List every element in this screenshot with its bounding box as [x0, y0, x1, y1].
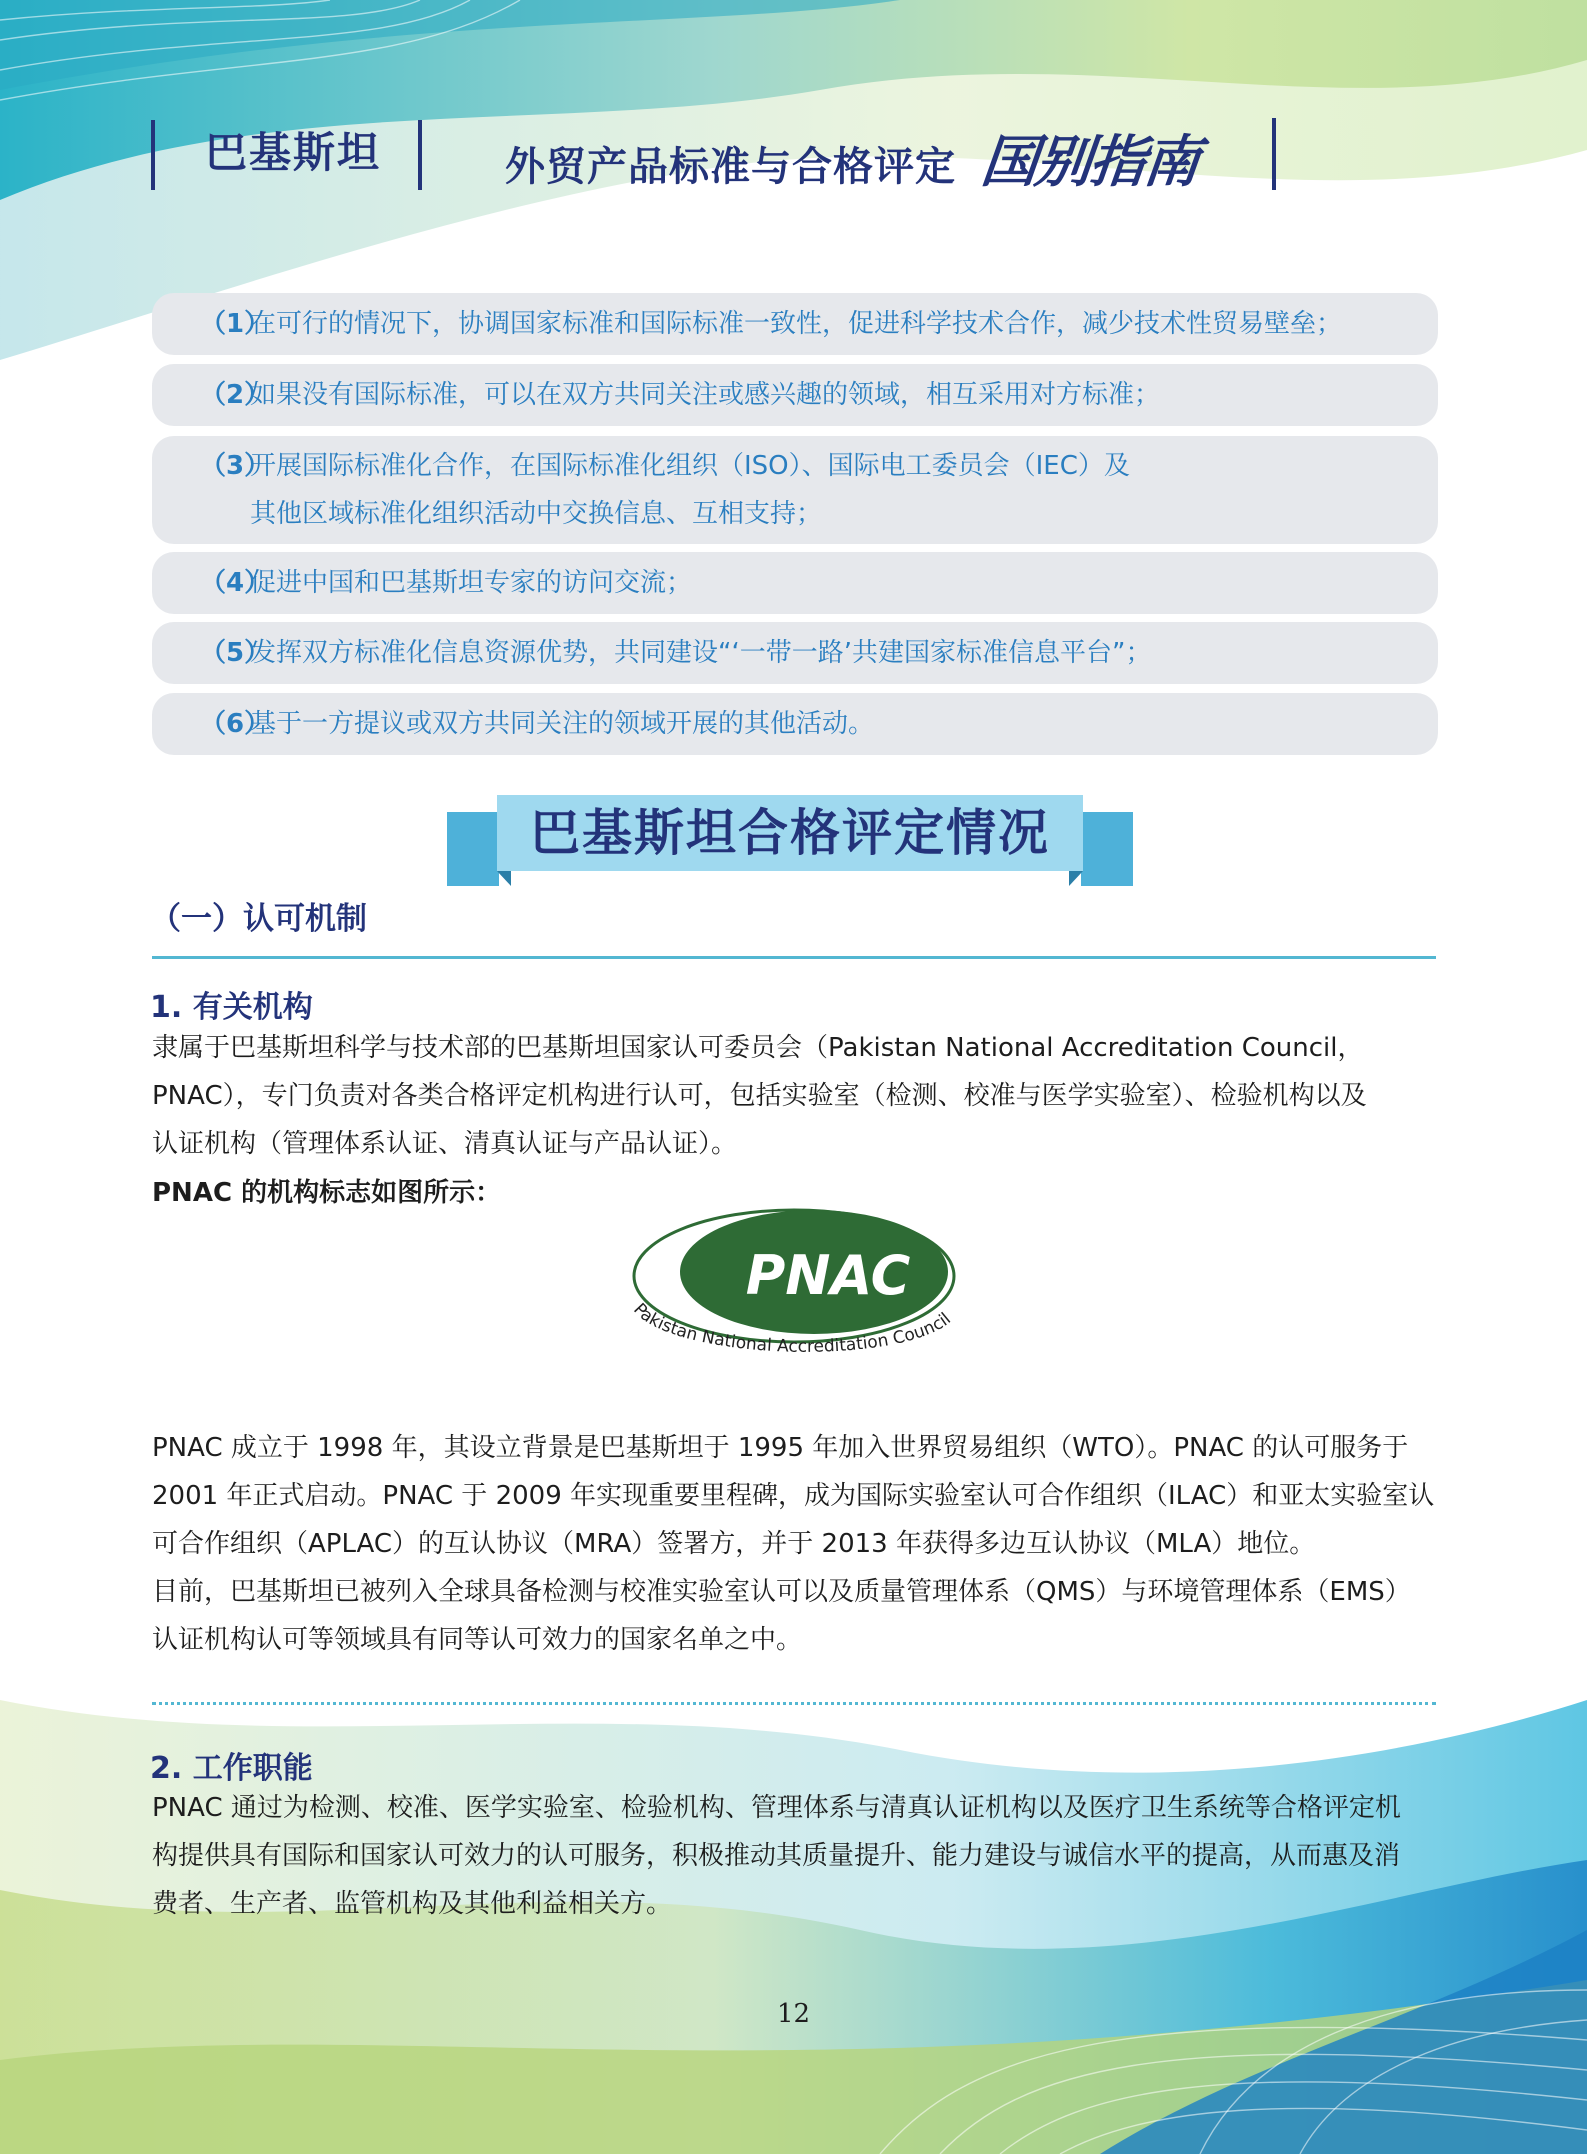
paragraph-line: PNAC），专门负责对各类合格评定机构进行认可，包括实验室（检测、校准与医学实验室）、检验机构以及: [152, 1081, 1367, 1111]
paragraph-line: 构提供具有国际和国家认可效力的认可服务，积极推动其质量提升、能力建设与诚信水平的提高，从而惠及消: [152, 1841, 1401, 1871]
paragraph-line: 认证机构认可等领域具有同等认可效力的国家名单之中。: [152, 1625, 803, 1655]
item-number: （3）: [200, 451, 271, 481]
header-title-script: 国别指南: [978, 129, 1202, 195]
dotted-divider: [152, 1702, 1436, 1705]
item-text: 发挥双方标准化信息资源优势，共同建设“‘一带一路’共建国家标准信息平台”；: [250, 638, 1152, 668]
item-text: 如果没有国际标准，可以在双方共同关注或感兴趣的领域，相互采用对方标准；: [250, 380, 1161, 410]
section-banner: [0, 0, 1587, 900]
paragraph-pnac-intro: [152, 1024, 1442, 1168]
paragraph-line: 可合作组织（APLAC）的互认协议（MRA）签署方，并于 2013 年获得多边互认协议（MLA）地位。: [152, 1529, 1316, 1559]
item-text-continued: 其他区域标准化组织活动中交换信息、互相支持；: [250, 499, 823, 529]
logo-ring-text: Pakistan National Accreditation Council: [629, 1299, 955, 1357]
section-title: 巴基斯坦合格评定情况: [497, 795, 1083, 871]
heading-functions: 2. 工作职能: [150, 1751, 313, 1786]
item-text: 基于一方提议或双方共同关注的领域开展的其他活动。: [250, 709, 875, 739]
banner-fold-left: [497, 871, 511, 886]
paragraph-line: 目前，巴基斯坦已被列入全球具备检测与校准实验室认可以及质量管理体系（QMS）与环境管理体系（EMS）: [152, 1577, 1411, 1607]
item-text: 促进中国和巴基斯坦专家的访问交流；: [250, 568, 693, 598]
header-title: 外贸产品标准与合格评定: [505, 144, 956, 190]
item-number: （5）: [200, 638, 271, 668]
paragraph-line: PNAC 成立于 1998 年，其设立背景是巴基斯坦于 1995 年加入世界贸易组织（WTO）。PNAC 的认可服务于: [152, 1433, 1409, 1463]
paragraph-line: 认证机构（管理体系认证、清真认证与产品认证）。: [152, 1129, 738, 1159]
heading-related-institutions: 1. 有关机构: [150, 990, 313, 1025]
banner-tab-left: [447, 812, 499, 886]
item-number: （4）: [200, 568, 271, 598]
item-number: （1）: [200, 309, 271, 339]
paragraph-line: 费者、生产者、监管机构及其他利益相关方。: [152, 1889, 673, 1919]
logo-caption: PNAC 的机构标志如图所示：: [152, 1178, 502, 1208]
item-text: 开展国际标准化合作，在国际标准化组织（ISO）、国际电工委员会（IEC）及: [250, 451, 1130, 481]
paragraph-line: 隶属于巴基斯坦科学与技术部的巴基斯坦国家认可委员会（Pakistan National Accreditation Council，: [152, 1033, 1364, 1063]
item-text: 在可行的情况下，协调国家标准和国际标准一致性，促进科学技术合作，减少技术性贸易壁垒；: [250, 309, 1343, 339]
pnac-logo: [626, 1198, 966, 1378]
item-number: （6）: [200, 709, 271, 739]
subheading-accreditation: （一）认可机制: [150, 901, 367, 937]
page-number: 12: [776, 1999, 811, 2029]
logo-wordmark: PNAC: [745, 1244, 911, 1307]
header-country: 巴基斯坦: [205, 128, 382, 177]
paragraph-line: PNAC 通过为检测、校准、医学实验室、检验机构、管理体系与清真认证机构以及医疗卫生系统等合格评定机: [152, 1793, 1401, 1823]
paragraph-pnac-history: [152, 1424, 1442, 1664]
item-number: （2）: [200, 380, 271, 410]
section-rule: [152, 956, 1436, 959]
banner-tab-right: [1081, 812, 1133, 886]
banner-fold-right: [1069, 871, 1083, 886]
paragraph-pnac-functions: [152, 1784, 1442, 1928]
paragraph-line: 2001 年正式启动。PNAC 于 2009 年实现重要里程碑，成为国际实验室认可合作组织（ILAC）和亚太实验室认: [152, 1481, 1435, 1511]
